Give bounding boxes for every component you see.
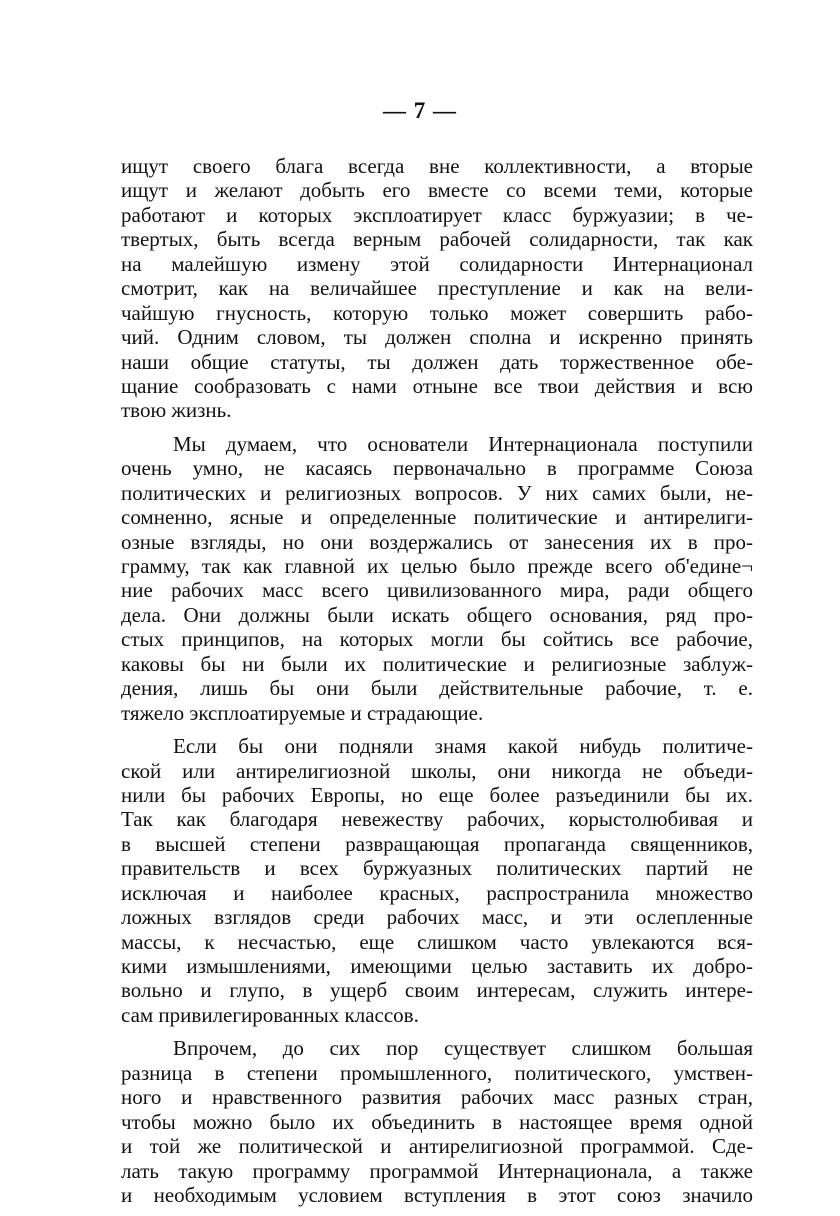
text-line: очень умно, не касаясь первоначально в программе Союза	[121, 456, 753, 481]
text-line: и необходимым условием вступления в этот союз значило	[121, 1182, 753, 1207]
text-line: и той же политической и антирелигиозной программой. Сде-	[121, 1134, 753, 1159]
text-line: в высшей степени развращающая пропаганда священников,	[121, 831, 753, 856]
paragraph	[121, 734, 753, 1027]
text-line: чайшую гнусность, которую только может совершить рабо-	[121, 300, 753, 325]
text-line: твою жизнь.	[121, 398, 232, 423]
paragraph	[121, 1036, 753, 1207]
text-line: стых принципов, на которых могли бы сойтись все рабочие,	[121, 627, 753, 652]
text-line: ищут и желают добыть его вместе со всеми теми, которые	[121, 178, 753, 203]
text-line: щание сообразовать с нами отныне все твои действия и всю	[121, 373, 753, 398]
text-line: лать такую программу программой Интернационала, а также	[121, 1158, 753, 1183]
text-line: на малейшую измену этой солидарности Интернационал	[121, 251, 753, 276]
text-line: дела. Они должны были искать общего основания, ряд про-	[121, 602, 753, 627]
text-line: дения, лишь бы они были действительные рабочие, т. е.	[121, 676, 753, 701]
paragraph	[121, 432, 753, 725]
text-line: сам привилегированных классов.	[121, 1002, 419, 1027]
text-line: смотрит, как на величайшее преступление и как на вели-	[121, 276, 753, 301]
text-line: ищут своего блага всегда вне коллективности, а вторые	[121, 154, 753, 178]
paragraph	[121, 154, 753, 423]
text-line: правительств и всех буржуазных политических партий не	[121, 856, 753, 881]
text-line: наши общие статуты, ты должен дать торжественное обе-	[121, 349, 753, 374]
text-line: ложных взглядов среди рабочих масс, и эти ослепленные	[121, 905, 753, 930]
text-line: Если бы они подняли знамя какой нибудь политиче-	[173, 734, 753, 759]
text-line: тяжело эксплоатируемые и страдающие.	[121, 700, 484, 725]
text-line: ние рабочих масс всего цивилизованного мира, ради общего	[121, 578, 753, 603]
text-line: разница в степени промышленного, политического, умствен-	[121, 1060, 753, 1085]
text-line: исключая и наиболее красных, распространила множество	[121, 880, 753, 905]
text-line: ного и нравственного развития рабочих масс разных стран,	[121, 1085, 753, 1110]
text-line: вольно и глупо, в ущерб своим интересам, служить интере-	[121, 978, 753, 1003]
text-line: политических и религиозных вопросов. У них самих были, не-	[121, 480, 753, 505]
text-line: сомненно, ясные и определенные политические и антирелиги-	[121, 505, 753, 530]
text-line: Впрочем, до сих пор существует слишком большая	[173, 1036, 753, 1061]
body-text	[121, 154, 753, 1216]
text-line: массы, к несчастью, еще слишком часто увлекаются вся-	[121, 929, 753, 954]
text-line: грамму, так как главной их целью было прежде всего об'едине¬	[121, 554, 753, 578]
text-line: работают и которых эксплоатирует класс буржуазии; в че-	[121, 202, 753, 227]
text-line: кими измышлениями, имеющими целью заставить их добро-	[121, 954, 753, 978]
text-line: озные взгляды, но они воздержались от занесения их в про-	[121, 529, 753, 554]
text-line: Так как благодаря невежеству рабочих, корыстолюбивая и	[121, 807, 753, 832]
text-line: чий. Одним словом, ты должен сполна и искренно принять	[121, 325, 753, 350]
text-line: нили бы рабочих Европы, но еще более разъединили бы их.	[121, 782, 753, 807]
page-number: — 7 —	[383, 98, 457, 123]
text-line: каковы бы ни были их политические и религиозные заблуж-	[121, 651, 753, 676]
text-line: чтобы можно было их объединить в настоящее время одной	[121, 1109, 753, 1134]
text-line: ской или антирелигиозной школы, они никогда не объеди-	[121, 758, 753, 783]
text-line: твертых, быть всегда верным рабочей солидарности, так как	[121, 227, 753, 252]
text-line: Мы думаем, что основатели Интернационала поступили	[173, 431, 753, 456]
